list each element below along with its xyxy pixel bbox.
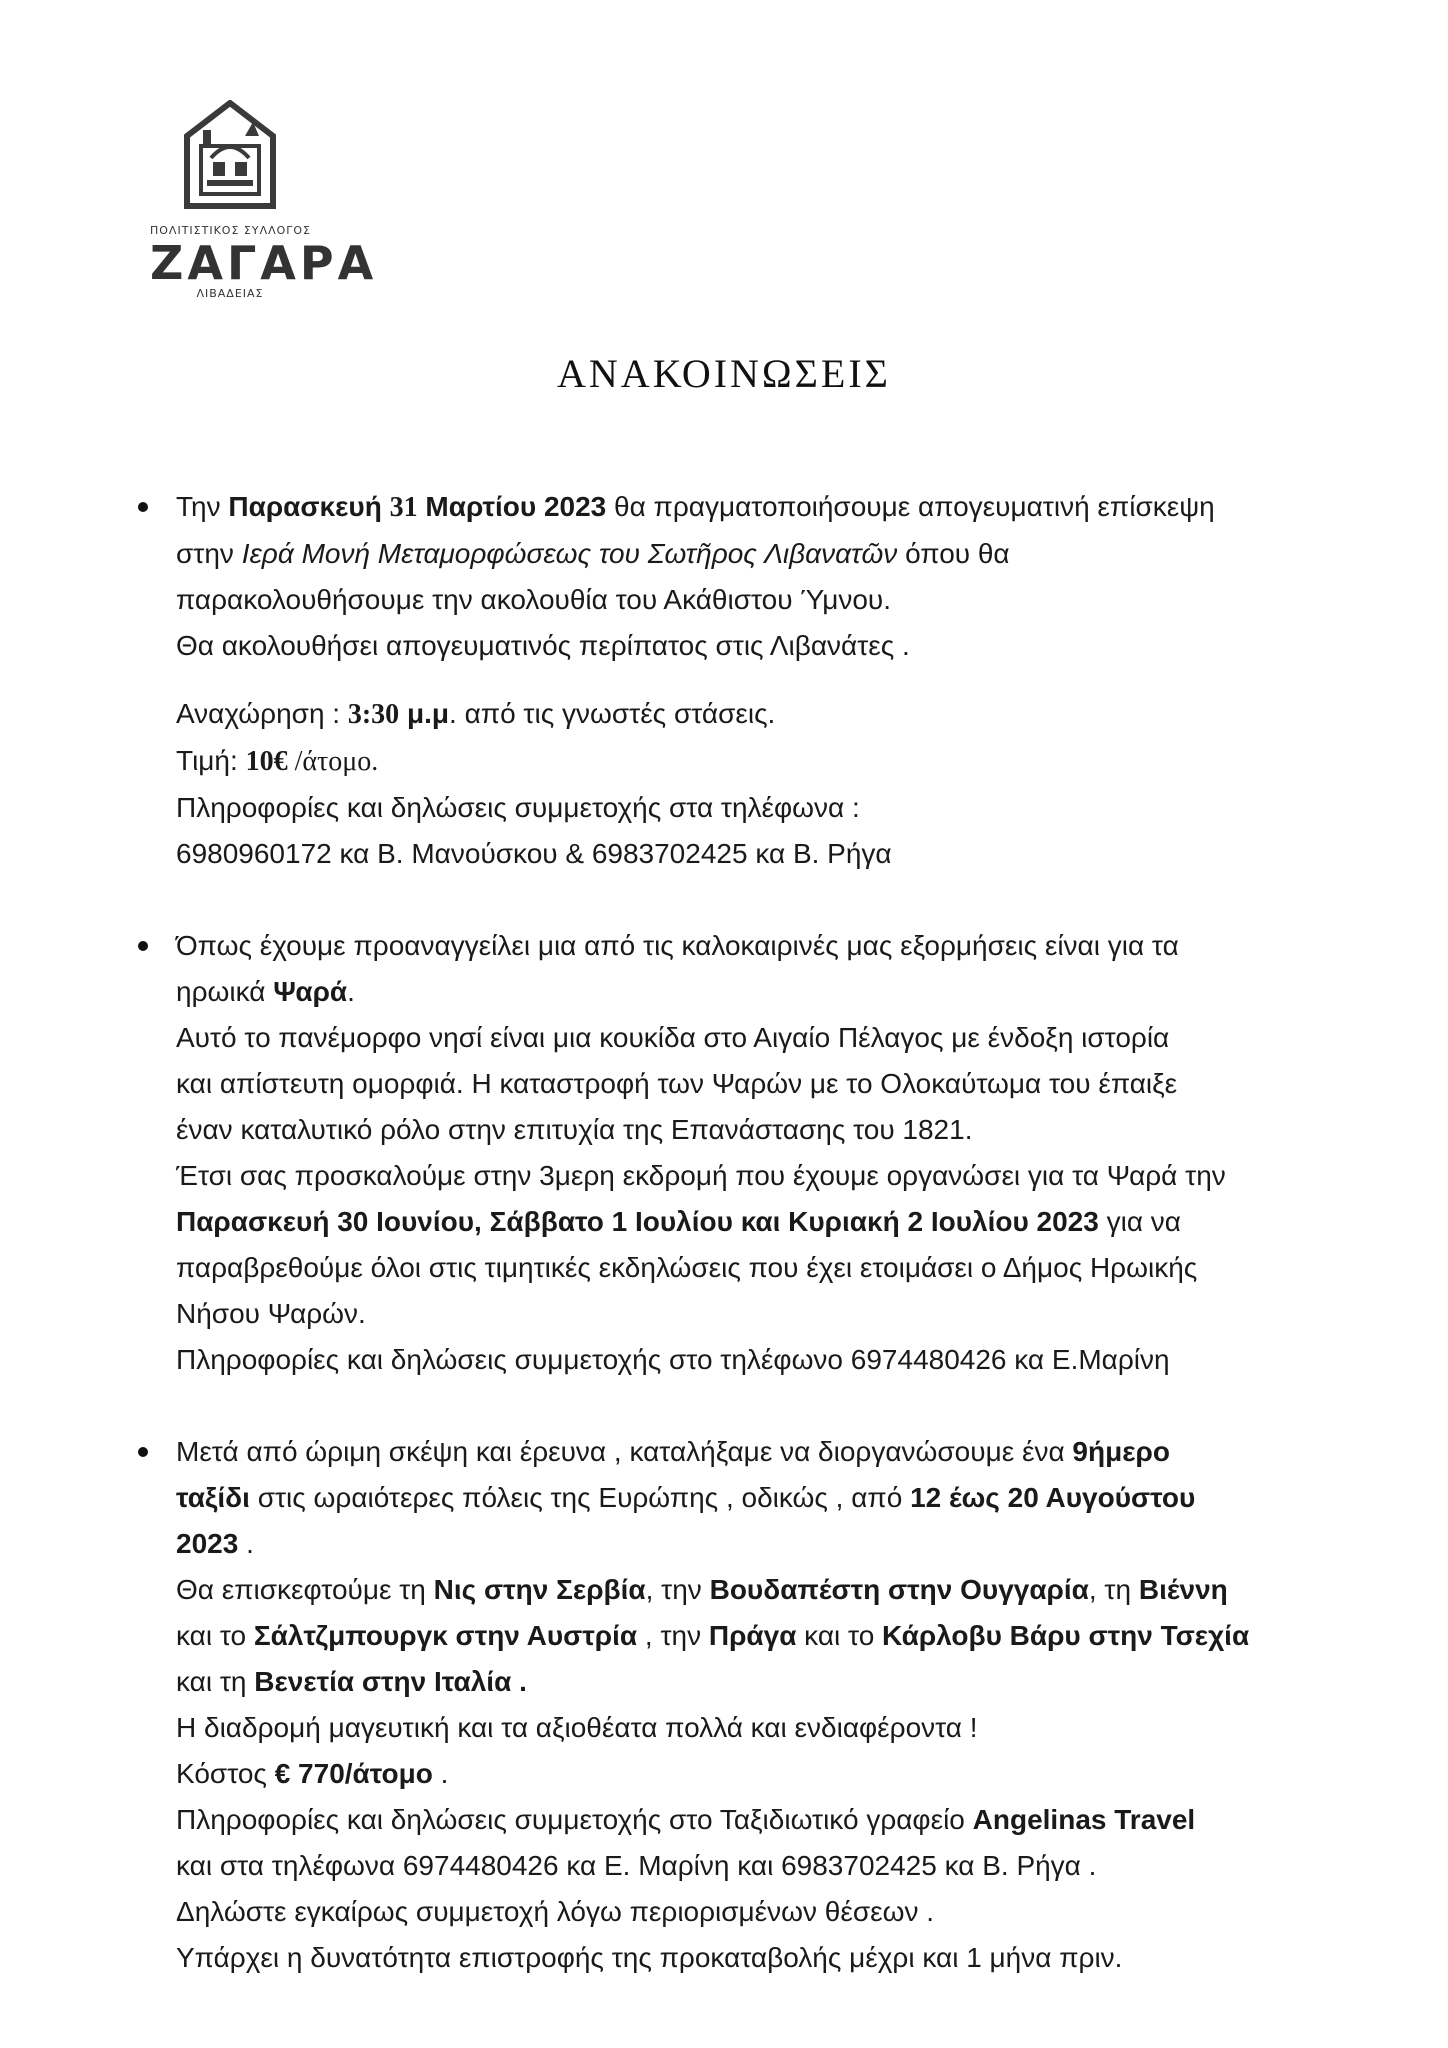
text-line xyxy=(176,691,1376,738)
text-line: και απίστευτη ομορφιά. Η καταστροφή των Ψαρών με το Ολοκαύτωμα του έπαιξε xyxy=(176,1068,1178,1099)
text: στην xyxy=(176,538,242,569)
announcement-1 xyxy=(176,484,1376,877)
text-line: Δηλώστε εγκαίρως συμμετοχή λόγω περιορισμένων θέσεων . xyxy=(176,1896,935,1927)
text-line: παραβρεθούμε όλοι στις τιμητικές εκδηλώσεις που έχει ετοιμάσει ο Δήμος Ηρωικής xyxy=(176,1252,1198,1283)
text: /άτομο. xyxy=(287,746,379,777)
organization-logo xyxy=(150,100,378,300)
trip-dates: Παρασκευή 30 Ιουνίου, Σάββατο 1 Ιουλίου και Κυριακή 2 Ιουλίου 2023 xyxy=(176,1206,1099,1237)
text-line: Όπως έχουμε προαναγγείλει μια από τις καλοκαιρινές μας εξορμήσεις είναι για τα xyxy=(176,930,1179,961)
departure-time: 3:30 xyxy=(347,699,400,730)
announcements xyxy=(176,484,1376,1981)
text-line xyxy=(176,969,1376,1015)
text: ηρωικά xyxy=(176,976,274,1007)
text: Θα επισκεφτούμε τη xyxy=(176,1574,434,1605)
text-line: και στα τηλέφωνα 6974480426 κα Ε. Μαρίνη και 6983702425 κα Β. Ρήγα . xyxy=(176,1850,1097,1881)
text: Κόστος xyxy=(176,1758,275,1789)
day-bold: Παρασκευή xyxy=(228,491,390,522)
text: όπου θα xyxy=(897,538,1010,569)
date-number: 31 xyxy=(389,492,418,523)
destination: Βιέννη xyxy=(1138,1574,1228,1605)
month-bold: Μαρτίου 2023 xyxy=(417,491,607,522)
text: και το xyxy=(796,1620,883,1651)
announcement-3 xyxy=(176,1429,1376,1981)
text-line: Πληροφορίες και δηλώσεις συμμετοχής στο τηλέφωνο 6974480426 κα Ε.Μαρίνη xyxy=(176,1344,1170,1375)
text-line xyxy=(176,531,1376,577)
destination: Πράγα xyxy=(708,1620,797,1651)
text-line xyxy=(176,1199,1376,1245)
text: Τιμή: xyxy=(176,745,246,776)
travel-agency: Angelinas Travel xyxy=(972,1804,1196,1835)
text: . από τις γνωστές στάσεις. xyxy=(449,698,776,729)
monastery-name: Ιερά Μονή Μεταμορφώσεως του Σωτῆρος Λιβανατῶν xyxy=(241,538,898,569)
text-line xyxy=(176,738,1376,785)
text-line xyxy=(176,484,1376,531)
text: , την xyxy=(637,1620,709,1651)
trip-word: ταξίδι xyxy=(176,1482,250,1513)
destination: Κάρλοβυ Βάρυ στην Τσεχία xyxy=(882,1620,1250,1651)
monastery-emblem-icon xyxy=(183,100,277,210)
text-line: Έτσι σας προσκαλούμε στην 3μερη εκδρομή που έχουμε οργανώσει για τα Ψαρά την xyxy=(176,1160,1226,1191)
logo-name: ΖΑΓΑΡΑ xyxy=(150,236,378,290)
text-line: Θα ακολουθήσει απογευματινός περίπατος στις Λιβανάτες . xyxy=(176,630,910,661)
trip-length: 9ήμερο xyxy=(1072,1436,1170,1467)
text: . xyxy=(347,976,355,1007)
text: . xyxy=(238,1528,254,1559)
text: στις ωραιότερες πόλεις της Ευρώπης , οδικώς , από xyxy=(249,1482,911,1513)
trip-cost: € 770/άτομο xyxy=(274,1758,433,1789)
text-line: Υπάρχει η δυνατότητα επιστροφής της προκαταβολής μέχρι και 1 μήνα πριν. xyxy=(176,1942,1123,1973)
text: Μετά από ώριμη σκέψη και έρευνα , καταλήξαμε να διοργανώσουμε ένα xyxy=(176,1436,1073,1467)
bullet-icon xyxy=(138,941,148,951)
text: , την xyxy=(645,1574,710,1605)
text: Αναχώρηση : xyxy=(176,698,348,729)
text-line xyxy=(176,1521,1376,1567)
text-line xyxy=(176,1429,1376,1475)
text-line xyxy=(176,1613,1376,1659)
spacer xyxy=(176,877,1376,923)
text-line: έναν καταλυτικό ρόλο στην επιτυχία της Επανάστασης του 1821. xyxy=(176,1114,973,1145)
text: Πληροφορίες και δηλώσεις συμμετοχής στο Ταξιδιωτικό γραφείο xyxy=(176,1804,973,1835)
text: για να xyxy=(1098,1206,1181,1237)
announcement-2 xyxy=(176,923,1376,1383)
text-line: Πληροφορίες και δηλώσεις συμμετοχής στα τηλέφωνα : xyxy=(176,792,860,823)
bullet-icon xyxy=(138,1447,148,1457)
text: θα πραγματοποιήσουμε απογευματινή επίσκεψη xyxy=(606,491,1215,522)
logo-place: ΛΙΒΑΔΕΙΑΣ xyxy=(196,287,264,300)
text: Την xyxy=(176,491,229,522)
text-line: 6980960172 κα Β. Μανούσκου & 6983702425 κα Β. Ρήγα xyxy=(176,838,892,869)
text-line: Αυτό το πανέμορφο νησί είναι μια κουκίδα στο Αιγαίο Πέλαγος με ένδοξη ιστορία xyxy=(176,1022,1170,1053)
text: και το xyxy=(176,1620,254,1651)
text: , τη xyxy=(1088,1574,1139,1605)
text-line: Η διαδρομή μαγευτική και τα αξιοθέατα πολλά και ενδιαφέροντα ! xyxy=(176,1712,978,1743)
text-line: παρακολουθήσουμε την ακολουθία του Ακάθιστου Ύμνου. xyxy=(176,584,891,615)
time-suffix: μ.μ xyxy=(399,698,450,729)
text-line xyxy=(176,1797,1376,1843)
destination: Σάλτζμπουργκ στην Αυστρία xyxy=(253,1620,638,1651)
text: . xyxy=(432,1758,449,1789)
destination: Βενετία στην Ιταλία . xyxy=(254,1666,527,1697)
text-line xyxy=(176,1659,1376,1705)
spacer xyxy=(176,669,1376,691)
text-line xyxy=(176,1475,1376,1521)
destination: Βουδαπέστη στην Ουγγαρία xyxy=(709,1574,1089,1605)
text-line xyxy=(176,1751,1376,1797)
spacer xyxy=(176,1383,1376,1429)
page-title: ΑΝΑΚΟΙΝΩΣΕΙΣ xyxy=(557,351,891,396)
price: 10€ xyxy=(245,746,288,777)
text-line: Νήσου Ψαρών. xyxy=(176,1298,366,1329)
trip-dates: 12 έως 20 Αυγούστου xyxy=(910,1482,1196,1513)
text-line xyxy=(176,1567,1376,1613)
logo-subtitle: ΠΟΛΙΤΙΣΤΙΚΟΣ ΣΥΛΛΟΓΟΣ xyxy=(150,224,312,237)
bullet-icon xyxy=(138,502,148,512)
trip-year: 2023 xyxy=(176,1528,239,1559)
text: και τη xyxy=(176,1666,255,1697)
destination: Νις στην Σερβία xyxy=(433,1574,646,1605)
island-name: Ψαρά xyxy=(273,976,348,1007)
